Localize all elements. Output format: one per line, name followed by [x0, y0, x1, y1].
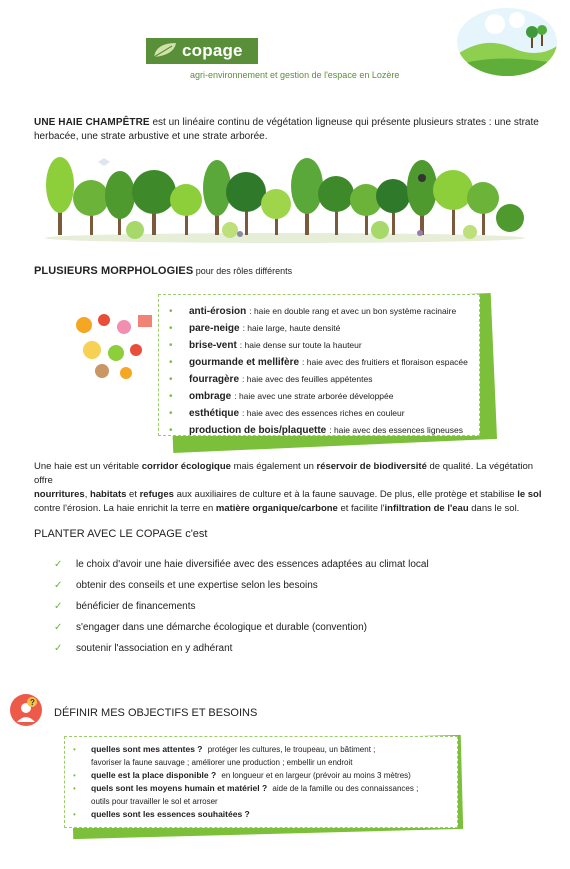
morph-item: • ombrage : haie avec une strate arborée développée	[169, 391, 394, 402]
tagline: agri-environnement et gestion de l'espace en Lozère	[190, 70, 400, 80]
morph-item: • gourmande et mellifère : haie avec des fruitiers et floraison espacée	[169, 357, 468, 368]
morph-box	[158, 294, 480, 436]
morph-title: PLUSIEURS MORPHOLOGIES	[34, 265, 194, 277]
planter-heading	[34, 527, 207, 541]
check-icon: ✓	[54, 622, 63, 633]
check-icon: ✓	[54, 601, 63, 612]
question-person-icon	[10, 694, 42, 726]
morph-item: • pare-neige : haie large, haute densité	[169, 323, 341, 334]
corridor-paragraph: Une haie est un véritable corridor écologique mais également un réservoir de biodiversité de qualité. La végétation offre nourritures, habitats et refuges aux auxiliaires de culture et à la faune sauvage. De plus, elle protège et stabilise le sol contre l'érosion. La haie enrichit la terre en matière organique/carbone et facilite l'infiltration de l'eau dans le sol.	[34, 461, 542, 514]
food-illustration	[64, 305, 154, 385]
intro-text-2: herbacée, une strate arbustive et une strate arborée.	[34, 131, 268, 142]
morph-item: • production de bois/plaquette : haie avec des essences ligneuses	[169, 425, 463, 436]
objectifs-title: DÉFINIR MES OBJECTIFS ET BESOINS	[54, 707, 258, 719]
morph-item: • brise-vent : haie dense sur toute la hauteur	[169, 340, 362, 351]
objectif-item: • quelle est la place disponible ? en longueur et en largeur (prévoir au moins 3 mètres)	[73, 770, 411, 780]
planter-item: ✓ le choix d'avoir une haie diversifiée avec des essences adaptées au climat local	[54, 554, 429, 575]
morph-heading	[34, 264, 292, 278]
morph-list	[159, 295, 479, 439]
hedge-trees-illustration	[40, 150, 530, 245]
check-icon: ✓	[54, 643, 63, 654]
morph-subtitle: pour des rôles différents	[193, 266, 293, 276]
objectif-item: • quels sont les moyens humain et matériel ? aide de la famille ou des connaissances ; outils pour travailler le sol et arroser	[73, 783, 419, 806]
intro-text-1: est un linéaire continu de végétation ligneuse qui présente plusieurs strates : une strate	[149, 117, 539, 128]
planter-title: PLANTER AVEC LE COPAGE	[34, 528, 183, 540]
objectif-item: • quelles sont les essences souhaitées ?	[73, 809, 250, 819]
morph-item: • esthétique : haie avec des essences riches en couleur	[169, 408, 405, 419]
logo-text: copage	[182, 41, 243, 60]
landscape-illustration	[455, 4, 560, 76]
intro-paragraph	[34, 116, 544, 144]
objectifs-box	[64, 736, 458, 828]
planter-list	[54, 554, 429, 659]
planter-item: ✓ bénéficier de financements	[54, 596, 429, 617]
leaf-logo-icon	[152, 41, 178, 59]
planter-item: ✓ s'engager dans une démarche écologique et durable (convention)	[54, 617, 429, 638]
morph-item: • anti-érosion : haie en double rang et avec un bon système racinaire	[169, 306, 457, 317]
check-icon: ✓	[54, 580, 63, 591]
morph-item: • fourragère : haie avec des feuilles appétentes	[169, 374, 373, 385]
planter-item: ✓ obtenir des conseils et une expertise selon les besoins	[54, 575, 429, 596]
objectif-item: • quelles sont mes attentes ? protéger les cultures, le troupeau, un bâtiment ; favoriser la faune sauvage ; améliorer une production ; embellir un endroit	[73, 744, 376, 767]
objectifs-list	[65, 737, 457, 821]
check-icon: ✓	[54, 559, 63, 570]
svg-text:?: ?	[30, 698, 35, 707]
planter-suffix: c'est	[182, 528, 208, 540]
copage-logo	[146, 38, 258, 64]
intro-title: UNE HAIE CHAMPÊTRE	[34, 117, 150, 128]
planter-item: ✓ soutenir l'association en y adhérant	[54, 638, 429, 659]
